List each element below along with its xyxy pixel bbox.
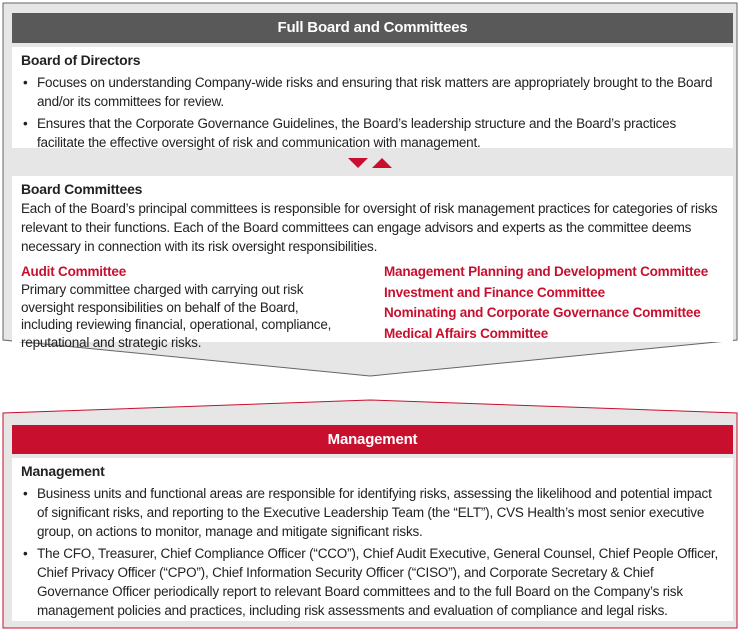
board-committees-text: Each of the Board’s principal committees is responsible for oversight of risk management practices for categories of risks relevant to their functions. Each of the Board committees can engage advisors and experts as the committee deems necessary in connection with its risk oversight responsibilities. bbox=[21, 201, 718, 254]
management-header: Management bbox=[12, 425, 733, 454]
committee-item: Management Planning and Development Committee bbox=[384, 264, 709, 279]
list-item: • The CFO, Treasurer, Chief Compliance Officer (“CCO”), Chief Audit Executive, General Counsel, Chief People Officer, Chief Privacy Officer (“CPO”), Chief Information Security Officer (“CISO”), and Corporate Secretary & Chief Governance Officer periodically report to relevant Board committees and to the full Board on the Company’s risk management policies and practices, including risk assessments and evaluation of compliance and legal risks. bbox=[21, 544, 724, 620]
committee-item: Nominating and Corporate Governance Committee bbox=[384, 305, 701, 320]
board-committees-panel bbox=[12, 176, 733, 350]
committee-item: Investment and Finance Committee bbox=[384, 284, 605, 300]
board-committees-title: Board Committees bbox=[21, 181, 143, 197]
audit-committee-text: Primary committee charged with carrying out risk oversight responsibilities on behalf of the Board, including reviewing financial, operational, compliance, reputational and strategic risks. bbox=[21, 282, 332, 350]
board-of-directors-panel bbox=[12, 47, 733, 148]
management-title: Management bbox=[21, 463, 105, 479]
audit-committee-title: Audit Committee bbox=[21, 264, 127, 279]
board-header: Full Board and Committees bbox=[12, 13, 733, 43]
list-item: • Ensures that the Corporate Governance Guidelines, the Board’s leadership structure and the Board’s practices facilitate the effective oversight of risk and communication with management. bbox=[21, 114, 724, 152]
board-of-directors-title: Board of Directors bbox=[21, 52, 141, 68]
list-item: • Focuses on understanding Company-wide risks and ensuring that risk matters are appropriately brought to the Board and/or its committees for review. bbox=[21, 73, 724, 111]
list-item: • Business units and functional areas are responsible for identifying risks, assessing the likelihood and potential impact of significant risks, and reporting to the Executive Leadership Team (the “ELT”), CVS Health’s most senior executive group, on actions to monitor, manage and mitigate significant risks. bbox=[21, 484, 724, 541]
management-panel bbox=[12, 458, 733, 621]
committee-item: Medical Affairs Committee bbox=[384, 325, 549, 341]
